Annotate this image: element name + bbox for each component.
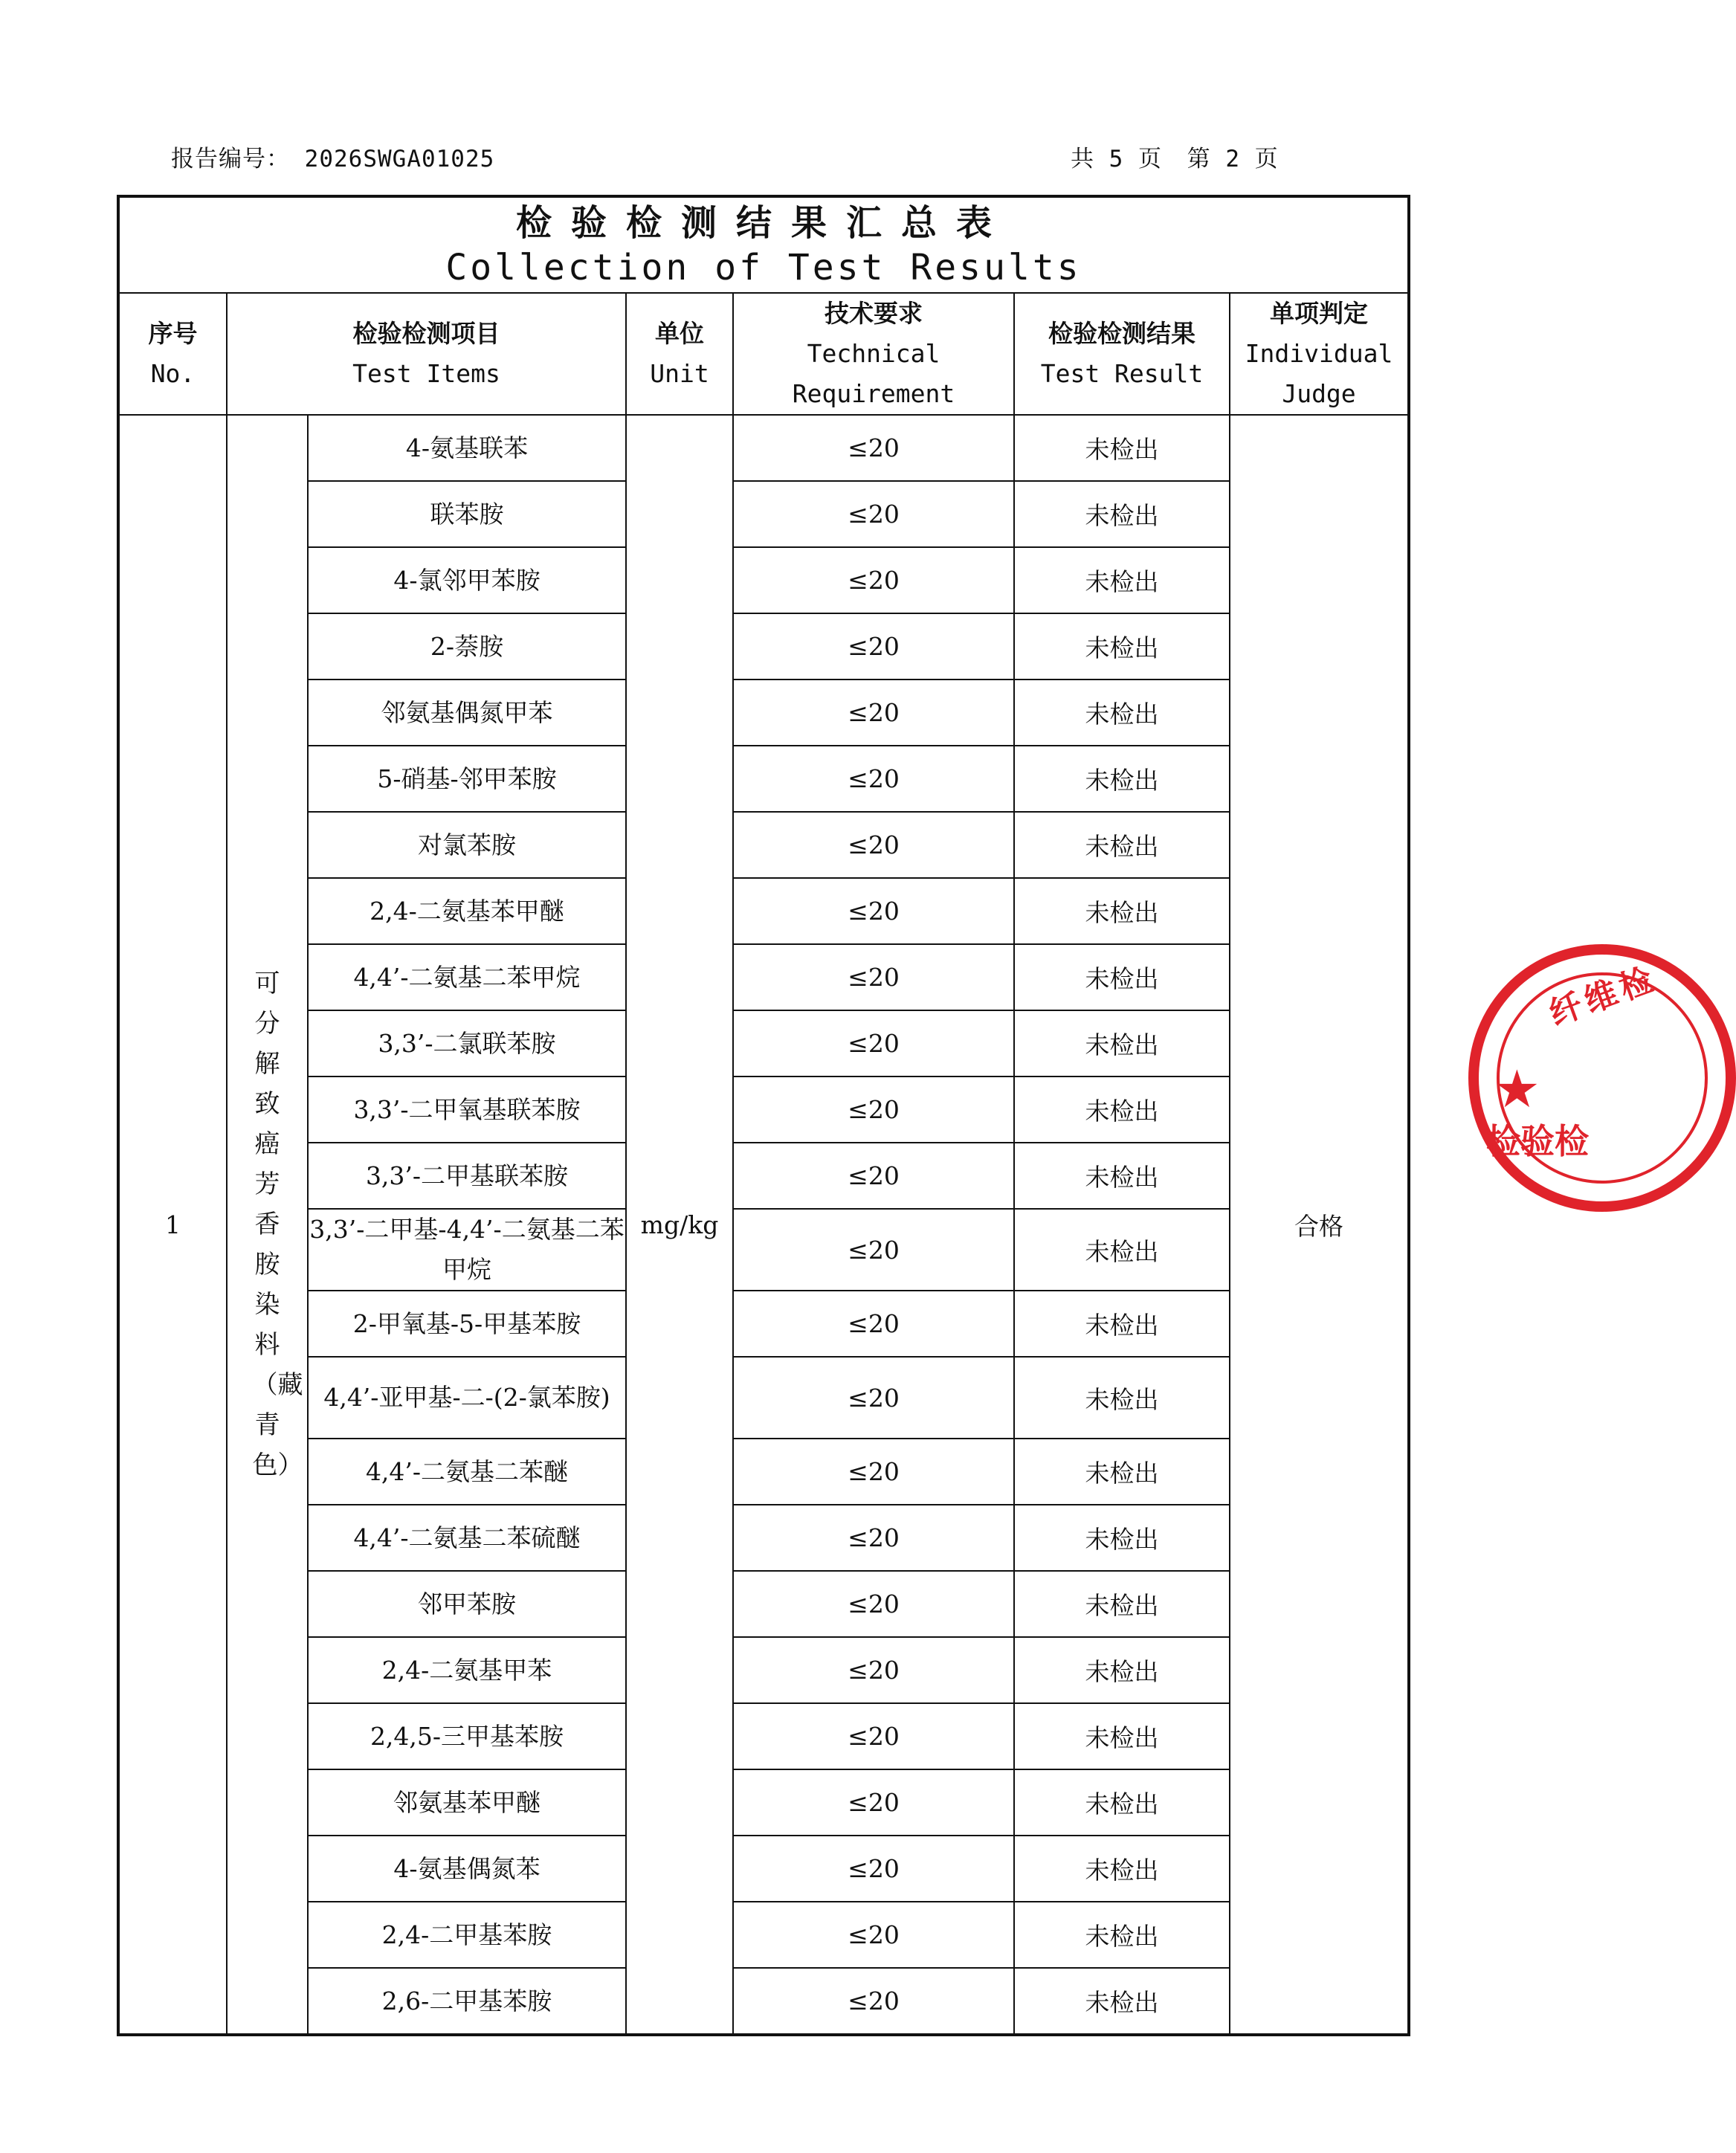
test-item: 4,4’-二氨基二苯醚 <box>308 1439 626 1505</box>
table-row <box>118 1703 1409 1769</box>
col-header-req-en2: Requirement <box>792 379 955 408</box>
technical-requirement: ≤20 <box>733 746 1014 812</box>
technical-requirement: ≤20 <box>733 1505 1014 1571</box>
technical-requirement: ≤20 <box>733 1836 1014 1902</box>
table-row <box>118 812 1409 878</box>
table-row <box>118 1836 1409 1902</box>
test-result: 未检出 <box>1014 481 1230 547</box>
test-item: 3,3’-二甲基-4,4’-二氨基二苯甲烷 <box>308 1209 626 1291</box>
group-unit: mg/kg <box>626 415 733 2035</box>
col-header-result-cn: 检验检测结果 <box>1048 319 1195 348</box>
test-item: 2,6-二甲基苯胺 <box>308 1968 626 2035</box>
col-header-judge-en1: Individual <box>1245 339 1393 368</box>
table-row <box>118 1076 1409 1143</box>
test-result: 未检出 <box>1014 1769 1230 1836</box>
table-row <box>118 1291 1409 1357</box>
technical-requirement: ≤20 <box>733 878 1014 944</box>
test-result: 未检出 <box>1014 1439 1230 1505</box>
technical-requirement: ≤20 <box>733 1571 1014 1637</box>
table-row <box>118 1357 1409 1439</box>
test-item: 2,4,5-三甲基苯胺 <box>308 1703 626 1769</box>
col-header-unit-cn: 单位 <box>655 319 704 348</box>
test-item: 2,4-二甲基苯胺 <box>308 1902 626 1968</box>
test-item: 对氯苯胺 <box>308 812 626 878</box>
table-row <box>118 1571 1409 1637</box>
col-header-judge-cn: 单项判定 <box>1270 299 1368 328</box>
table-title-row <box>118 196 1409 293</box>
technical-requirement: ≤20 <box>733 1703 1014 1769</box>
table-row <box>118 1968 1409 2035</box>
technical-requirement: ≤20 <box>733 1076 1014 1143</box>
test-item: 2,4-二氨基甲苯 <box>308 1637 626 1703</box>
test-result: 未检出 <box>1014 1143 1230 1209</box>
test-result: 未检出 <box>1014 1505 1230 1571</box>
technical-requirement: ≤20 <box>733 1357 1014 1439</box>
test-result: 未检出 <box>1014 1902 1230 1968</box>
table-row <box>118 415 1409 481</box>
table-row <box>118 481 1409 547</box>
test-result: 未检出 <box>1014 1637 1230 1703</box>
table-row <box>118 1439 1409 1505</box>
table-row <box>118 680 1409 746</box>
col-header-result <box>1014 293 1230 415</box>
test-result: 未检出 <box>1014 1968 1230 2035</box>
table-row <box>118 613 1409 680</box>
test-result: 未检出 <box>1014 812 1230 878</box>
test-item: 4-氨基偶氮苯 <box>308 1836 626 1902</box>
technical-requirement: ≤20 <box>733 812 1014 878</box>
col-header-no <box>118 293 227 415</box>
test-item: 邻甲苯胺 <box>308 1571 626 1637</box>
technical-requirement: ≤20 <box>733 1902 1014 1968</box>
technical-requirement: ≤20 <box>733 680 1014 746</box>
technical-requirement: ≤20 <box>733 1637 1014 1703</box>
test-item: 3,3’-二甲基联苯胺 <box>308 1143 626 1209</box>
group-number: 1 <box>118 415 227 2035</box>
test-result: 未检出 <box>1014 415 1230 481</box>
test-item: 2-萘胺 <box>308 613 626 680</box>
technical-requirement: ≤20 <box>733 1291 1014 1357</box>
seal-text-bottom: 检验检 <box>1486 1121 1589 1161</box>
test-item: 3,3’-二甲氧基联苯胺 <box>308 1076 626 1143</box>
test-item: 2,4-二氨基苯甲醚 <box>308 878 626 944</box>
official-seal <box>1468 944 1736 1212</box>
table-row <box>118 1010 1409 1076</box>
col-header-judge-en2: Judge <box>1282 379 1356 408</box>
test-item: 4-氨基联苯 <box>308 415 626 481</box>
table-title-cn: 检验检测结果汇总表 <box>515 201 1011 244</box>
test-result: 未检出 <box>1014 1010 1230 1076</box>
table-row <box>118 746 1409 812</box>
test-result: 未检出 <box>1014 1836 1230 1902</box>
col-header-items-en: Test Items <box>352 359 500 388</box>
col-header-judge <box>1230 293 1409 415</box>
test-result: 未检出 <box>1014 1291 1230 1357</box>
technical-requirement: ≤20 <box>733 944 1014 1010</box>
technical-requirement: ≤20 <box>733 415 1014 481</box>
total-pages: 共 5 页 <box>1071 146 1162 172</box>
test-result: 未检出 <box>1014 1357 1230 1439</box>
table-row <box>118 1505 1409 1571</box>
test-item: 联苯胺 <box>308 481 626 547</box>
test-item: 2-甲氧基-5-甲基苯胺 <box>308 1291 626 1357</box>
test-result: 未检出 <box>1014 878 1230 944</box>
table-row <box>118 1637 1409 1703</box>
seal-star-icon: ★ <box>1494 1059 1540 1120</box>
test-result: 未检出 <box>1014 746 1230 812</box>
table-row <box>118 1209 1409 1291</box>
test-result: 未检出 <box>1014 1076 1230 1143</box>
report-number-value: 2026SWGA01025 <box>304 146 495 172</box>
table-title <box>118 196 1409 293</box>
group-category-text: 可分解致癌芳香胺染料（藏青色） <box>252 969 303 1480</box>
table-row <box>118 878 1409 944</box>
technical-requirement: ≤20 <box>733 1010 1014 1076</box>
test-item: 4,4’-二氨基二苯甲烷 <box>308 944 626 1010</box>
technical-requirement: ≤20 <box>733 1143 1014 1209</box>
test-item: 3,3’-二氯联苯胺 <box>308 1010 626 1076</box>
test-item: 4,4’-亚甲基-二-(2-氯苯胺) <box>308 1357 626 1439</box>
test-item: 邻氨基偶氮甲苯 <box>308 680 626 746</box>
test-item: 4-氯邻甲苯胺 <box>308 547 626 613</box>
technical-requirement: ≤20 <box>733 1769 1014 1836</box>
test-result: 未检出 <box>1014 613 1230 680</box>
results-table <box>117 195 1410 2036</box>
col-header-no-en: No. <box>150 359 196 388</box>
column-header-row <box>118 293 1409 415</box>
col-header-items-cn: 检验检测项目 <box>352 319 500 348</box>
col-header-requirement <box>733 293 1014 415</box>
test-item: 5-硝基-邻甲苯胺 <box>308 746 626 812</box>
col-header-unit <box>626 293 733 415</box>
table-row <box>118 1769 1409 1836</box>
table-row <box>118 547 1409 613</box>
test-item: 邻氨基苯甲醚 <box>308 1769 626 1836</box>
col-header-no-cn: 序号 <box>148 319 198 348</box>
test-result: 未检出 <box>1014 680 1230 746</box>
technical-requirement: ≤20 <box>733 481 1014 547</box>
technical-requirement: ≤20 <box>733 547 1014 613</box>
group-judgement: 合格 <box>1230 415 1409 2035</box>
test-result: 未检出 <box>1014 1703 1230 1769</box>
test-result: 未检出 <box>1014 547 1230 613</box>
col-header-req-cn: 技术要求 <box>825 299 923 328</box>
table-row <box>118 944 1409 1010</box>
technical-requirement: ≤20 <box>733 1209 1014 1291</box>
group-category <box>227 415 308 2035</box>
table-row <box>118 1143 1409 1209</box>
table-title-en: Collection of Test Results <box>445 246 1082 288</box>
col-header-result-en: Test Result <box>1040 359 1204 388</box>
test-item: 4,4’-二氨基二苯硫醚 <box>308 1505 626 1571</box>
col-header-unit-en: Unit <box>650 359 709 388</box>
current-page: 第 2 页 <box>1187 146 1279 172</box>
test-result: 未检出 <box>1014 944 1230 1010</box>
test-result: 未检出 <box>1014 1571 1230 1637</box>
report-number <box>171 140 494 173</box>
table-row <box>118 1902 1409 1968</box>
page-indicator <box>1071 140 1289 173</box>
col-header-req-en1: Technical <box>807 339 940 368</box>
test-result: 未检出 <box>1014 1209 1230 1291</box>
col-header-items <box>227 293 626 415</box>
technical-requirement: ≤20 <box>733 613 1014 680</box>
technical-requirement: ≤20 <box>733 1439 1014 1505</box>
technical-requirement: ≤20 <box>733 1968 1014 2035</box>
report-number-label: 报告编号： <box>171 146 290 172</box>
seal-text-top: 纤维检 <box>1544 959 1662 1033</box>
